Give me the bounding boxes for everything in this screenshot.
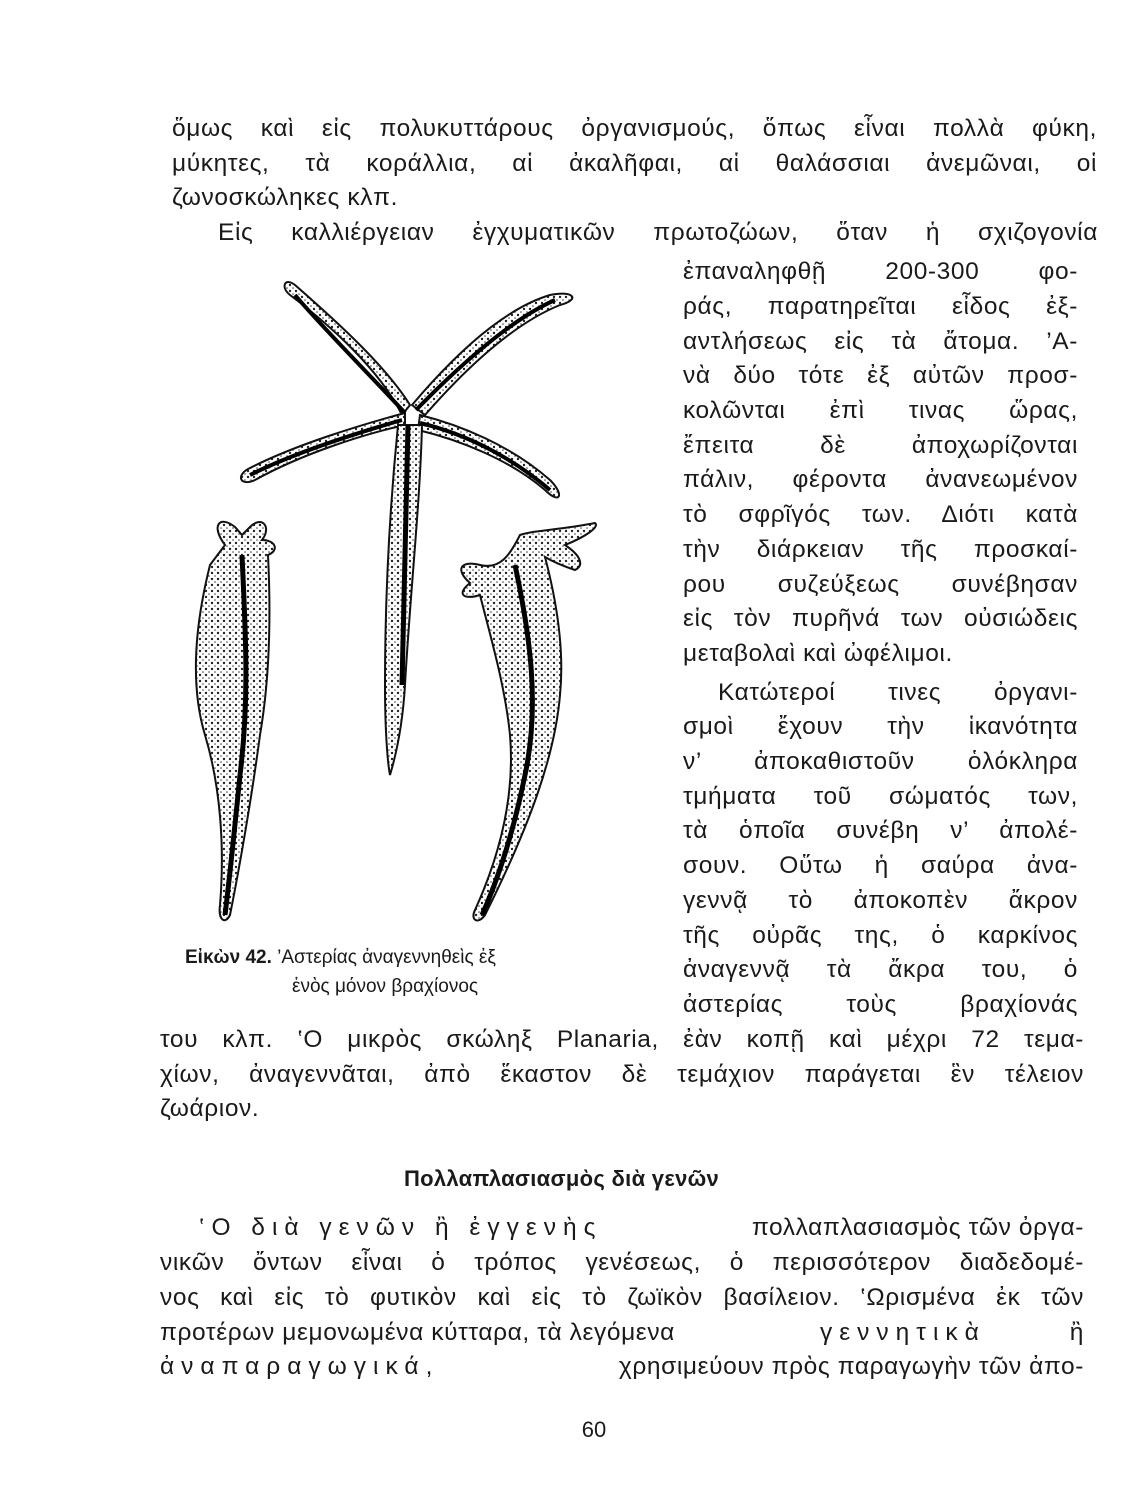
text-line: κολῶνται ἐπὶ τινας ὥρας,	[683, 397, 1078, 424]
text-line: μεταβολαὶ καὶ ὠφέλιμοι.	[683, 640, 953, 667]
text-line: νος καὶ εἰς τὸ φυτικὸν καὶ εἰς τὸ ζωϊκὸν βασίλειον. ‛Ωρισμένα ἐκ τῶν	[160, 1284, 1084, 1311]
text-line: σμοὶ ἔχουν τὴν ἱκανότητα	[683, 713, 1078, 740]
text-line: εἰς τὸν πυρῆνά των οὐσιώδεις	[683, 605, 1078, 632]
spaced-phrase: γεννητικὰ	[820, 1319, 986, 1346]
caption-line-1: ’Αστερίας ἀναγεννηθεὶς ἐξ	[277, 947, 496, 968]
text-line: ράς, παρατηρεῖται εἶδος ἐξ-	[683, 293, 1078, 320]
text-line	[160, 1352, 1084, 1382]
text-line: μύκητες, τὰ κοράλλια, αἱ ἀκαλῆφαι, αἱ θαλάσσιαι ἀνεμῶναι, οἱ	[172, 150, 1097, 177]
line-part: προτέρων μεμονωμένα κύτταρα, τὰ λεγόμενα	[160, 1319, 675, 1346]
text-line: τμήματα τοῦ σώματός των,	[683, 783, 1078, 810]
text-line: Εἰς καλλιέργειαν ἐγχυματικῶν πρωτοζώων, ὅταν ἡ σχιζογονία	[218, 219, 1098, 246]
line-part: ἢ	[1069, 1319, 1084, 1346]
text-line: ζωνοσκώληκες κλπ.	[172, 184, 398, 211]
spaced-phrase: ἀναπαραγωγικά,	[160, 1353, 440, 1380]
text-line: τὸ σφρῖγός των. Διότι κατὰ	[683, 501, 1078, 528]
text-line: του κλπ. ‛Ο μικρὸς σκώληξ Planaria, ἐὰν κοπῇ καὶ μέχρι 72 τεμα-	[160, 1026, 1084, 1053]
text-line: ὅμως καὶ εἰς πολυκυττάρους ὀργανισμούς, ὅπως εἶναι πολλὰ φύκη,	[172, 115, 1097, 142]
text-line: χίων, ἀναγεννᾶται, ἀπὸ ἕκαστον δὲ τεμάχιον παράγεται ἓν τέλειον	[160, 1061, 1084, 1088]
figure-caption	[185, 945, 496, 971]
text-line: Κατώτεροί τινες ὀργανι-	[718, 679, 1078, 706]
starfish-left-illustration	[196, 522, 275, 920]
text-line: ζωάριον.	[160, 1095, 260, 1122]
text-line	[199, 1213, 1084, 1243]
line-rest: πολλαπλασιασμὸς τῶν ὀργα-	[751, 1214, 1084, 1241]
starfish-right-illustration	[461, 523, 596, 920]
text-line: ἀστερίας τοὺς βραχίονάς	[683, 991, 1078, 1018]
text-line: ν’ ἀποκαθιστοῦν ὁλόκληρα	[683, 748, 1078, 775]
text-line: νὰ δύο τότε ἐξ αὐτῶν προσ-	[683, 362, 1078, 389]
page-number: 60	[581, 1417, 607, 1442]
starfish-figure	[180, 265, 610, 935]
text-line: νικῶν ὄντων εἶναι ὁ τρόπος γενέσεως, ὁ περισσότερον διαδεδομέ-	[160, 1249, 1084, 1276]
text-line	[160, 1318, 1084, 1348]
text-line: ἔπειτα δὲ ἀποχωρίζονται	[683, 432, 1078, 459]
text-line: ἀναγεννᾷ τὰ ἄκρα του, ὁ	[683, 956, 1078, 983]
text-line: αντλήσεως εἰς τὰ ἄτομα. ’Α-	[683, 328, 1078, 355]
text-line: σουν. Οὕτω ἡ σαύρα ἀνα-	[683, 852, 1078, 879]
caption-line-2: ἑνὸς μόνον βραχίονος	[292, 976, 479, 997]
spaced-phrase: ‛Ο διὰ γενῶν ἢ ἐγγενὴς	[199, 1214, 603, 1241]
text-line: πάλιν, φέροντα ἀνανεωμένον	[683, 466, 1078, 493]
text-line: τῆς οὐρᾶς της, ὁ καρκίνος	[683, 922, 1078, 949]
text-line: ρου συζεύξεως συνέβησαν	[683, 571, 1078, 598]
line-rest: χρησιμεύουν πρὸς παραγωγὴν τῶν ἀπο-	[618, 1353, 1084, 1380]
text-line: τὰ ὁποῖα συνέβη ν’ ἀπολέ-	[683, 817, 1078, 844]
section-heading: Πολλαπλασιασμὸς διὰ γενῶν	[403, 1166, 720, 1191]
text-line: ἐπαναληφθῇ 200-300 φο-	[683, 258, 1078, 285]
text-line: τὴν διάρκειαν τῆς προσκαί-	[683, 536, 1078, 563]
text-line: γεννᾷ τὸ ἀποκοπὲν ἄκρον	[683, 887, 1078, 914]
figure-label: Εἰκὼν 42.	[185, 947, 272, 968]
